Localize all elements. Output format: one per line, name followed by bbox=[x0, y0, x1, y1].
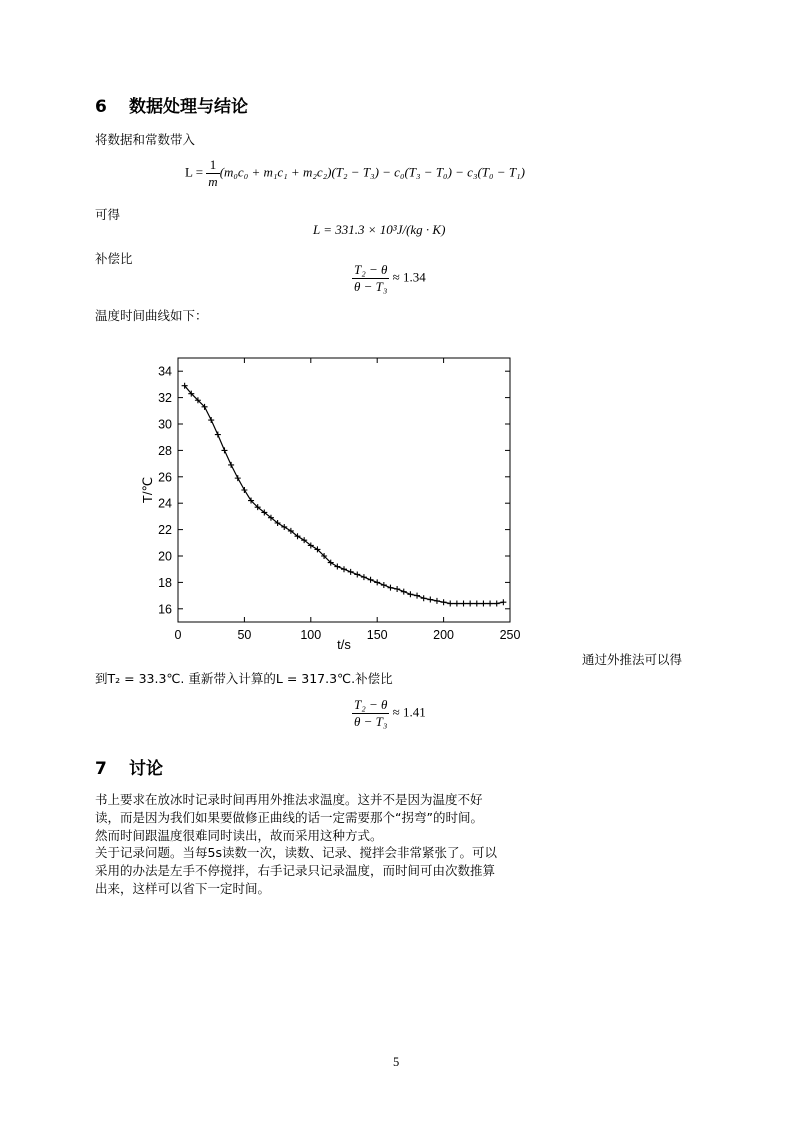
fraction-numerator: 1 bbox=[206, 157, 219, 174]
data-point-marker bbox=[394, 586, 400, 592]
formula-L-body: (m₀c₀ + m₁c₁ + m₂c₂)(T₂ − T₃) − c₀(T₃ − T₀) − c₃(T₀ − T₁) bbox=[219, 164, 525, 180]
y-tick-label: 22 bbox=[158, 523, 172, 538]
recalculation-text: 到T₂ = 33.3℃. 重新带入计算的L = 317.3℃.补偿比 bbox=[95, 671, 393, 686]
intro-text: 将数据和常数带入 bbox=[95, 132, 196, 147]
temperature-time-chart bbox=[130, 350, 530, 655]
ratio-numerator: T₂ − θ bbox=[354, 697, 388, 712]
data-point-marker bbox=[221, 447, 227, 453]
data-point-marker bbox=[208, 417, 214, 423]
section-title: 数据处理与结论 bbox=[129, 97, 248, 117]
data-point-marker bbox=[281, 524, 287, 530]
data-point-marker bbox=[348, 569, 354, 575]
data-point-marker bbox=[447, 601, 453, 607]
formula-L bbox=[185, 157, 525, 190]
paragraph-line: 出来，这样可以省下一定时间。 bbox=[95, 880, 271, 896]
y-tick-label: 24 bbox=[158, 496, 172, 511]
chart-ticks bbox=[178, 358, 510, 622]
data-point-marker bbox=[414, 593, 420, 599]
ratio-denominator: θ − T₃ bbox=[354, 279, 388, 294]
x-tick-label: 100 bbox=[300, 628, 322, 642]
paragraph-line: 采用的办法是左手不停搅拌，右手记录只记录温度，而时间可由次数推算 bbox=[95, 863, 496, 879]
y-tick-label: 34 bbox=[158, 364, 172, 379]
x-tick-label: 0 bbox=[174, 628, 182, 642]
page-number: 5 bbox=[393, 1055, 400, 1069]
data-point-marker bbox=[480, 601, 486, 607]
data-point-marker bbox=[500, 599, 506, 605]
y-tick-label: 26 bbox=[158, 470, 172, 485]
formula-L-fraction bbox=[206, 157, 219, 190]
get-label: 可得 bbox=[95, 207, 121, 222]
y-tick-label: 32 bbox=[158, 391, 172, 406]
ratio-2-fraction bbox=[352, 697, 389, 730]
data-point-marker bbox=[401, 589, 407, 595]
y-tick-label: 18 bbox=[158, 575, 172, 590]
data-point-marker bbox=[215, 432, 221, 438]
data-point-marker bbox=[361, 574, 367, 580]
result-L: L = 331.3 × 10³J/(kg · K) bbox=[313, 222, 446, 237]
data-point-marker bbox=[235, 475, 241, 481]
y-tick-label: 20 bbox=[158, 549, 172, 564]
data-point-marker bbox=[494, 601, 500, 607]
data-point-marker bbox=[334, 564, 340, 570]
compensation-label: 补偿比 bbox=[95, 251, 133, 266]
data-point-marker bbox=[441, 599, 447, 605]
ratio-2-value: ≈ 1.41 bbox=[392, 704, 426, 720]
data-point-marker bbox=[341, 566, 347, 572]
discussion-paragraph bbox=[95, 791, 585, 898]
data-point-marker bbox=[374, 579, 380, 585]
section-7-heading bbox=[95, 754, 163, 779]
data-point-marker bbox=[434, 598, 440, 604]
curve-label: 温度时间曲线如下： bbox=[95, 308, 208, 323]
formula-L-lhs: L = bbox=[185, 164, 204, 180]
series-markers bbox=[182, 383, 507, 607]
data-point-marker bbox=[487, 601, 493, 607]
fraction-denominator: m bbox=[208, 174, 218, 189]
data-point-marker bbox=[387, 585, 393, 591]
y-tick-label: 16 bbox=[158, 602, 172, 617]
data-point-marker bbox=[228, 462, 234, 468]
section-number: 6 bbox=[95, 97, 107, 117]
ratio-1 bbox=[352, 262, 426, 295]
data-point-marker bbox=[421, 595, 427, 601]
data-point-marker bbox=[467, 601, 473, 607]
data-point-marker bbox=[427, 597, 433, 603]
y-tick-label: 28 bbox=[158, 443, 172, 458]
ratio-denominator: θ − T₃ bbox=[354, 714, 388, 729]
x-tick-label: 50 bbox=[237, 628, 252, 642]
data-point-marker bbox=[407, 591, 413, 597]
paragraph-line: 然而时间跟温度很难同时读出，故而采用这种方式。 bbox=[95, 827, 383, 843]
data-point-marker bbox=[461, 601, 467, 607]
plot-frame bbox=[178, 358, 510, 622]
ratio-1-fraction bbox=[352, 262, 389, 295]
section-number: 7 bbox=[95, 759, 107, 779]
data-point-marker bbox=[368, 577, 374, 583]
x-tick-label: 150 bbox=[366, 628, 388, 642]
chart-tick-labels bbox=[158, 365, 520, 642]
x-axis-label: t/s bbox=[337, 637, 351, 652]
section-6-heading bbox=[95, 92, 248, 117]
x-tick-label: 250 bbox=[499, 628, 521, 642]
data-point-marker bbox=[381, 582, 387, 588]
y-tick-label: 30 bbox=[158, 417, 172, 432]
paragraph-line: 读，而是因为我们如果要做修正曲线的话一定需要那个“拐弯”的时间。 bbox=[95, 809, 483, 825]
ratio-1-value: ≈ 1.34 bbox=[392, 269, 426, 285]
y-axis-label: T/℃ bbox=[140, 476, 155, 504]
section-title: 讨论 bbox=[129, 759, 163, 779]
ratio-numerator: T₂ − θ bbox=[354, 262, 388, 277]
x-tick-label: 200 bbox=[433, 628, 455, 642]
data-point-marker bbox=[454, 601, 460, 607]
data-point-marker bbox=[241, 487, 247, 493]
extrapolation-text: 通过外推法可以得 bbox=[582, 652, 683, 667]
data-point-marker bbox=[354, 571, 360, 577]
data-point-marker bbox=[474, 601, 480, 607]
paragraph-line: 书上要求在放冰时记录时间再用外推法求温度。这并不是因为温度不好 bbox=[95, 792, 483, 807]
paragraph-line: 关于记录问题。当每5s读数一次，读数、记录、搅拌会非常紧张了。可以 bbox=[95, 845, 497, 861]
ratio-2 bbox=[352, 697, 426, 730]
